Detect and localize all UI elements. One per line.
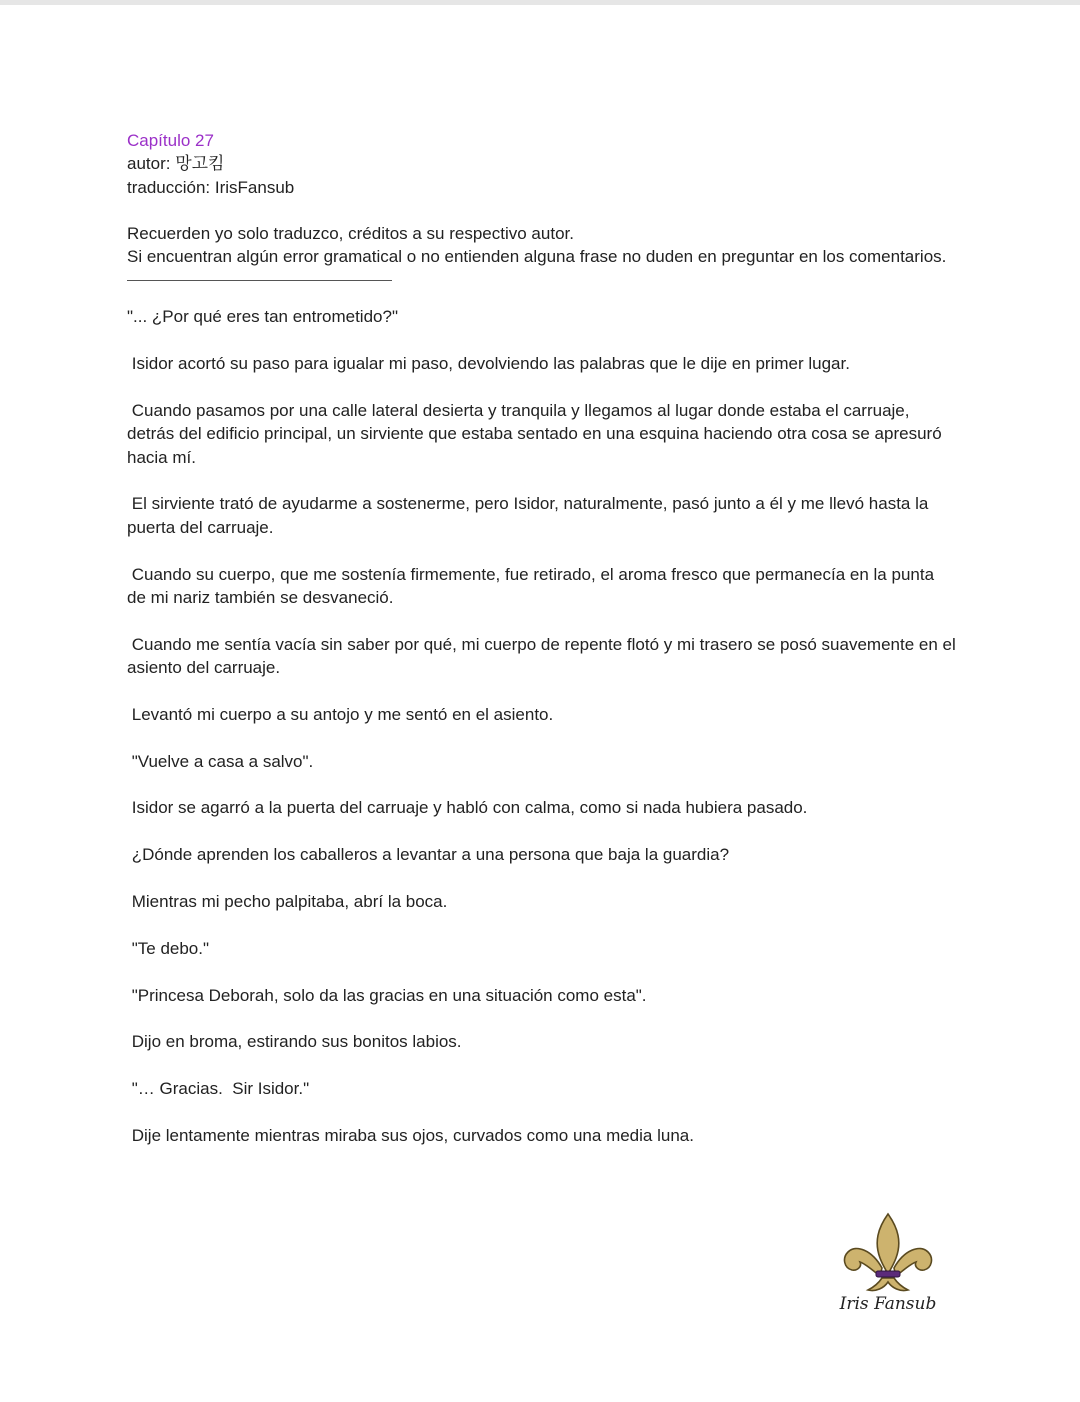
paragraph: ¿Dónde aprenden los caballeros a levantar a una persona que baja la guardia? xyxy=(127,845,730,865)
story-text xyxy=(127,305,961,1147)
logo-text: Iris Fansub xyxy=(839,1294,937,1314)
paragraph: Isidor se agarró a la puerta del carruaje y habló con calma, como si nada hubiera pasado. xyxy=(127,798,808,818)
paragraph: "Princesa Deborah, solo da las gracias en una situación como esta". xyxy=(127,985,647,1005)
paragraph: Mientras mi pecho palpitaba, abrí la boca. xyxy=(127,891,448,911)
paragraph: "Te debo." xyxy=(127,938,210,958)
paragraph: Levantó mi cuerpo a su antojo y me sentó en el asiento. xyxy=(127,704,554,724)
paragraph: El sirviente trató de ayudarme a sostenerme, pero Isidor, naturalmente, pasó junto a él y me llevó hasta la puerta del carruaje. xyxy=(127,494,934,537)
top-strip xyxy=(0,0,1080,5)
paragraph: "... ¿Por qué eres tan entrometido?" xyxy=(127,307,398,327)
paragraph: Isidor acortó su paso para igualar mi paso, devolviendo las palabras que le dije en primer lugar. xyxy=(127,354,850,374)
paragraph: Cuando me sentía vacía sin saber por qué, mi cuerpo de repente flotó y mi trasero se posó suavemente en el asiento del carruaje. xyxy=(127,634,961,677)
iris-fansub-logo xyxy=(838,1210,938,1322)
document-body xyxy=(127,129,961,1171)
paragraph: Cuando su cuerpo, que me sostenía firmemente, fue retirado, el aroma fresco que permanecía en la punta de mi nariz también se desvaneció. xyxy=(127,564,939,607)
paragraph: "Vuelve a casa a salvo". xyxy=(127,751,314,771)
paragraph: Dije lentamente mientras miraba sus ojos, curvados como una media luna. xyxy=(127,1125,694,1145)
note-line-2: Si encuentran algún error gramatical o no entienden alguna frase no duden en preguntar en los comentarios. xyxy=(127,247,947,267)
chapter-title: Capítulo 27 xyxy=(127,131,214,150)
author-line: autor: 망고킴 xyxy=(127,154,225,174)
paragraph: Cuando pasamos por una calle lateral desierta y tranquila y llegamos al lugar donde estaba el carruaje, detrás del edificio principal, un sirviente que estaba sentado en una esquina haciendo otra cosa se apresuró hacia mí. xyxy=(127,401,947,467)
paragraph: Dijo en broma, estirando sus bonitos labios. xyxy=(127,1032,462,1052)
fleur-de-lis-icon xyxy=(838,1210,938,1294)
translation-line: traducción: IrisFansub xyxy=(127,177,295,197)
paragraph: "… Gracias. Sir Isidor." xyxy=(127,1079,310,1099)
separator-line xyxy=(127,268,392,281)
translator-note xyxy=(127,222,957,269)
note-line-1: Recuerden yo solo traduzco, créditos a su respectivo autor. xyxy=(127,223,574,243)
